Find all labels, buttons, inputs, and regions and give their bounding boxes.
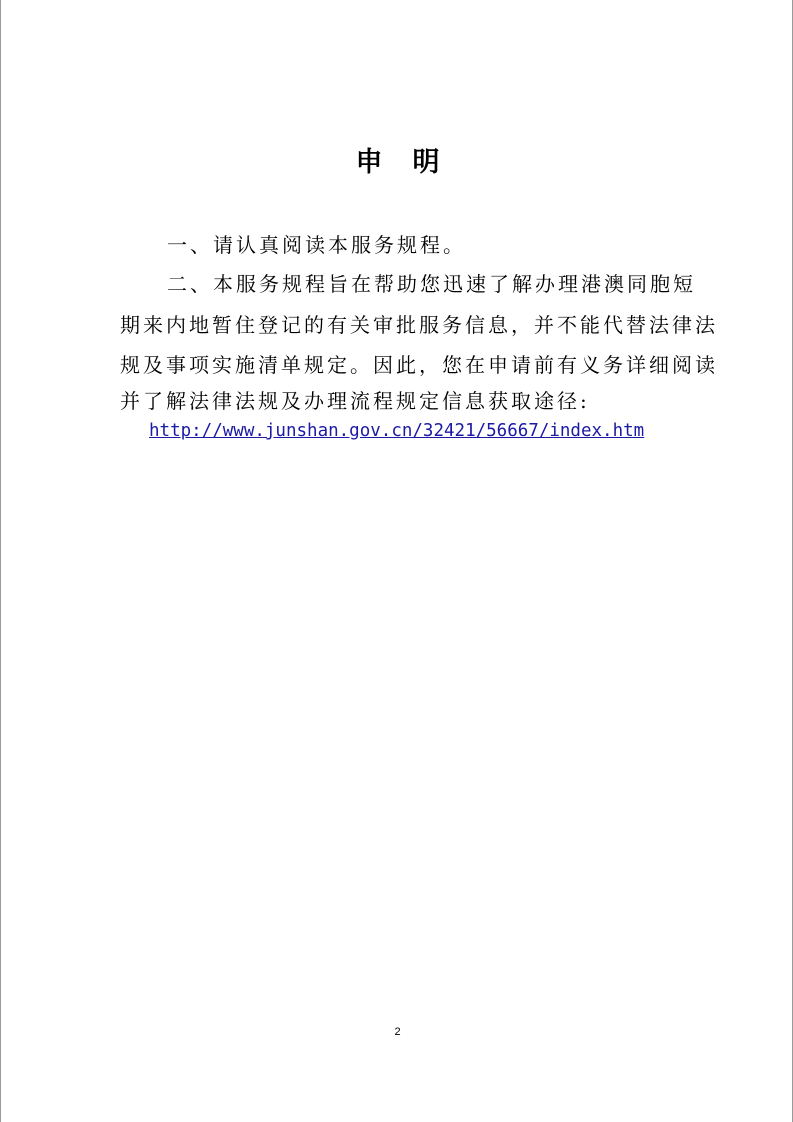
page-title: 申明 (355, 147, 470, 178)
statement-item-2-line-3: 规及事项实施清单规定。因此，您在申请前有义务详细阅读 (120, 353, 718, 377)
statement-item-2-line-1: 二、本服务规程旨在帮助您迅速了解办理港澳同胞短 (167, 272, 696, 296)
statement-item-2-line-4: 并了解法律法规及办理流程规定信息获取途径: (120, 389, 590, 413)
statement-item-2-line-2: 期来内地暂住登记的有关审批服务信息，并不能代替法律法 (120, 313, 718, 337)
statement-item-1: 一、请认真阅读本服务规程。 (167, 233, 466, 257)
page-number: 2 (394, 1026, 401, 1038)
regulations-link[interactable]: http://www.junshan.gov.cn/32421/56667/index.htm (149, 421, 645, 441)
